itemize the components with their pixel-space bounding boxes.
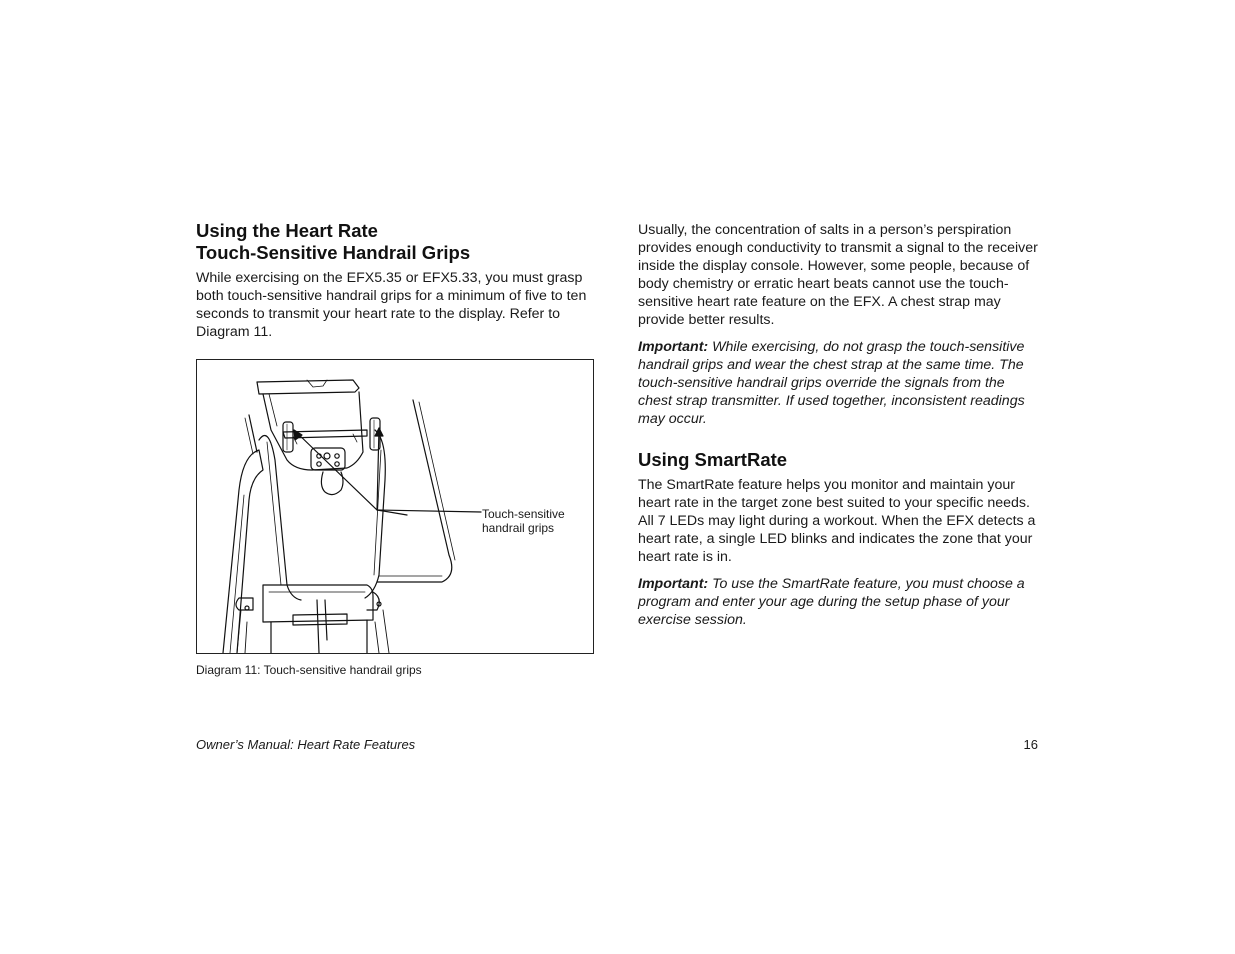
footer-title: Owner’s Manual: Heart Rate Features [196,737,416,752]
callout-line-2: handrail grips [482,521,555,535]
heading-line-2: Touch-Sensitive Handrail Grips [196,242,471,263]
diagram-11-figure [196,359,594,654]
page-number: 16 [1023,737,1038,752]
figure-caption: Diagram 11: Touch-sensitive handrail grips [196,663,422,677]
heading-line-1: Using the Heart Rate [196,220,378,241]
important-label: Important: [638,576,709,592]
section-heading-handrail-grips [196,220,596,264]
intro-paragraph: While exercising on the EFX5.35 or EFX5.33, you must grasp both touch-sensitive handrail grips for a minimum of five to ten seconds to transmit your heart rate to the display. Refer to Diagram 11. [196,270,587,340]
callout-line-1: Touch-sensitive [482,507,565,521]
important-note-smartrate [638,575,1040,629]
conductivity-paragraph: Usually, the concentration of salts in a person’s perspiration provides enough conductivity to transmit a signal to the receiver inside the display console. However, some people, because of body chemistry or erratic heart beats cannot use the touch-sensitive heart rate feature on the EFX. A chest strap may provide better results. [638,222,1038,328]
smartrate-paragraph: The SmartRate feature helps you monitor and maintain your heart rate in the target zone best suited to your specific needs. All 7 LEDs may light during a workout. When the EFX detects a heart rate, a single LED blinks and indicates the zone that your heart rate is in. [638,477,1036,565]
section-heading-smartrate: Using SmartRate [638,449,788,470]
important-text: While exercising, do not grasp the touch-sensitive handrail grips and wear the chest strap at the same time. The touch-sensitive handrail grips override the signals from the chest strap transmitter. If used together, inconsistent readings may occur. [638,339,1025,427]
important-text: To use the SmartRate feature, you must choose a program and enter your age during the setup phase of your exercise session. [638,576,1025,628]
figure-callout [482,507,582,535]
important-label: Important: [638,339,709,355]
important-note-chest-strap [638,338,1040,428]
